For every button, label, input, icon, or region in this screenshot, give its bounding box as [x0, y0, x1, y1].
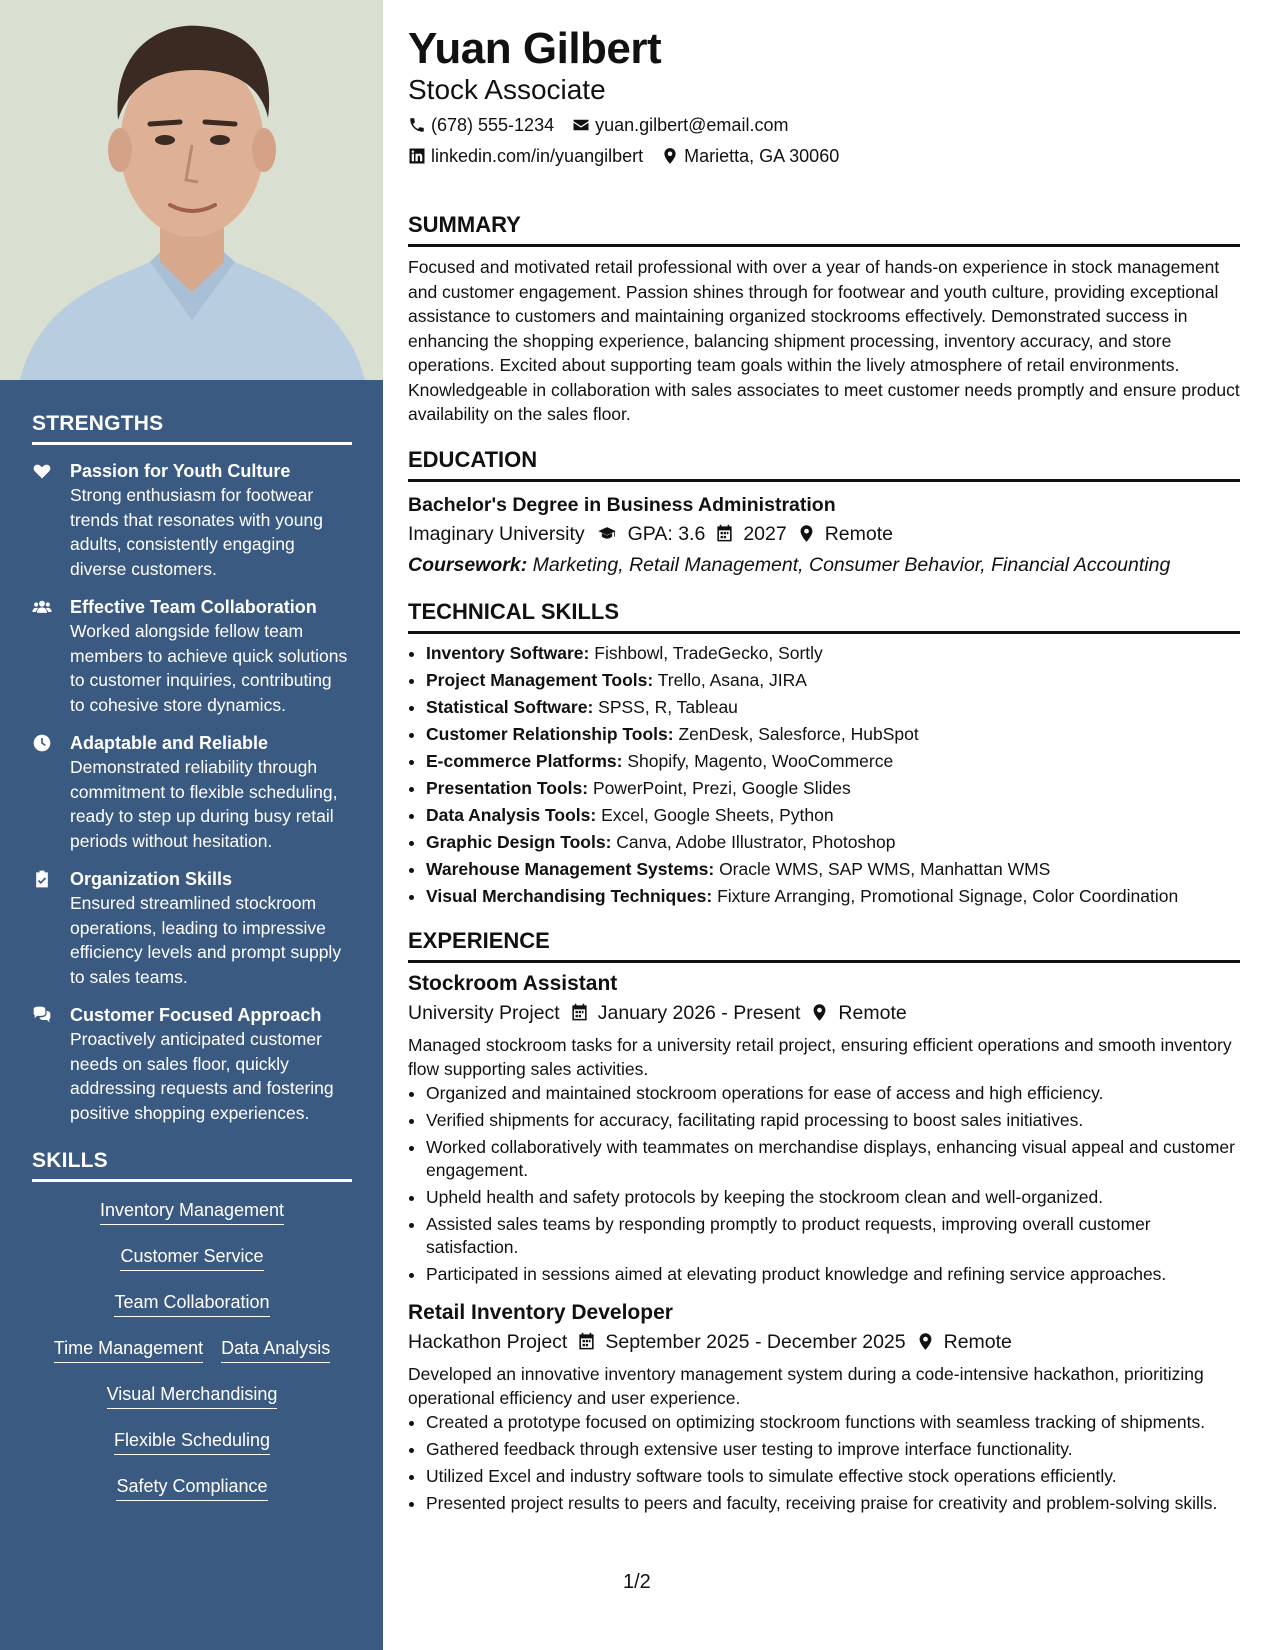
list-item: • Upheld health and safety protocols by keeping the stockroom clean and well-organized. [426, 1186, 1240, 1209]
phone-icon [408, 116, 426, 134]
list-item: • Worked collaboratively with teammates on merchandise displays, enhancing visual appeal and customer engagement. [426, 1136, 1240, 1182]
graduation-cap-icon [595, 524, 619, 543]
strength-item [32, 459, 351, 581]
skills-heading: SKILLS [32, 1149, 352, 1182]
list-item: • Warehouse Management Systems: Oracle WMS, SAP WMS, Manhattan WMS [426, 858, 1240, 881]
strength-title: Adaptable and Reliable [70, 733, 269, 753]
skill-tag: Flexible Scheduling [114, 1428, 270, 1455]
list-item: • Organized and maintained stockroom operations for ease of access and high efficiency. [426, 1082, 1240, 1105]
strength-item [32, 1003, 351, 1125]
job-dates: January 2026 - Present [597, 1001, 801, 1024]
candidate-name: Yuan Gilbert [408, 24, 662, 73]
school-name: Imaginary University [408, 522, 585, 545]
list-item: • Presented project results to peers and faculty, receiving praise for creativity and problem-solving skills. [426, 1492, 1240, 1515]
coursework-label: Coursework: [408, 553, 528, 576]
list-item: • Project Management Tools: Trello, Asana, JIRA [426, 669, 1240, 692]
strength-description: Worked alongside fellow team members to achieve quick solutions to customer inquiries, contributing to cohesive store dynamics. [70, 621, 348, 715]
list-item: • Presentation Tools: PowerPoint, Prezi, Google Slides [426, 777, 1240, 800]
list-item: • E-commerce Platforms: Shopify, Magento, WooCommerce [426, 750, 1240, 773]
job-dates: September 2025 - December 2025 [605, 1330, 906, 1353]
profile-photo [0, 0, 383, 380]
skill-list [32, 1196, 352, 1501]
strength-item [32, 595, 351, 717]
strength-title: Passion for Youth Culture [70, 461, 291, 481]
skill-tag: Team Collaboration [114, 1290, 269, 1317]
job-summary: Managed stockroom tasks for a university retail project, ensuring efficient operations and smooth inventory flow supporting sales activities. [408, 1034, 1232, 1079]
clock-icon [32, 731, 70, 853]
sidebar [0, 0, 383, 1650]
strength-item [32, 867, 351, 989]
linkedin-icon [408, 147, 426, 165]
main-content [408, 0, 1240, 1519]
job-bullets [408, 1411, 1240, 1515]
contact-row [408, 113, 1240, 137]
education-meta [408, 520, 1240, 548]
map-pin-icon [810, 1003, 829, 1022]
skill-tag: Inventory Management [100, 1198, 284, 1225]
summary-text: Focused and motivated retail professional with over a year of hands-on experience in stock management and customer engagement. Passion shines through for footwear and youth culture, providing exceptional assistance to customers and maintaining organized stockrooms effectively. Demonstrated success in enhancing the shopping experience, balancing shipment processing, inventory accuracy, and store operations. Excited about supporting team goals within the lively atmosphere of retail environments. Knowledgeable in collaboration with sales associates to meet customer needs promptly and ensure product availability on the sales floor. [408, 257, 1240, 424]
linkedin-url: linkedin.com/in/yuangilbert [431, 146, 644, 166]
heart-icon [32, 459, 70, 581]
list-item: • Participated in sessions aimed at elevating product knowledge and refining service approaches. [426, 1263, 1240, 1286]
calendar-icon [577, 1332, 596, 1351]
strength-title: Customer Focused Approach [70, 1005, 322, 1025]
coursework [408, 551, 1240, 579]
education-location: Remote [824, 522, 893, 545]
job-title: Stockroom Assistant [408, 971, 618, 995]
list-item: • Utilized Excel and industry software tools to simulate effective stock operations efficiently. [426, 1465, 1240, 1488]
list-item: • Gathered feedback through extensive user testing to improve interface functionality. [426, 1438, 1240, 1461]
technical-skills-heading: TECHNICAL SKILLS [408, 599, 1240, 634]
strength-description: Ensured streamlined stockroom operations, leading to impressive efficiency levels and prompt supply to sales teams. [70, 893, 342, 987]
calendar-icon [570, 1003, 589, 1022]
users-icon [32, 595, 70, 717]
job-org: University Project [408, 1001, 560, 1024]
map-pin-icon [916, 1332, 935, 1351]
contact-row [408, 144, 1240, 168]
list-item: • Assisted sales teams by responding promptly to product requests, improving overall customer satisfaction. [426, 1213, 1240, 1259]
list-item: • Verified shipments for accuracy, facilitating rapid processing to boost sales initiatives. [426, 1109, 1240, 1132]
technical-skills-list [408, 642, 1240, 908]
list-item: • Customer Relationship Tools: ZenDesk, Salesforce, HubSpot [426, 723, 1240, 746]
list-item: • Inventory Software: Fishbowl, TradeGecko, Sortly [426, 642, 1240, 665]
job-summary: Developed an innovative inventory management system during a code-intensive hackathon, prioritizing operational efficiency and user experience. [408, 1363, 1204, 1408]
skill-tag: Time Management [54, 1336, 203, 1363]
comments-icon [32, 1003, 70, 1125]
envelope-icon [572, 116, 590, 134]
page-number: 1/2 [623, 1571, 651, 1593]
candidate-role: Stock Associate [408, 74, 606, 105]
gpa: GPA: 3.6 [627, 522, 706, 545]
education-heading: EDUCATION [408, 447, 1240, 482]
strength-description: Strong enthusiasm for footwear trends that resonates with young adults, consistently engaging diverse customers. [70, 485, 323, 579]
phone-number: (678) 555-1234 [431, 115, 555, 135]
job-title: Retail Inventory Developer [408, 1300, 673, 1324]
clipboard-check-icon [32, 867, 70, 989]
map-pin-icon [797, 524, 816, 543]
summary-heading: SUMMARY [408, 212, 1240, 247]
strength-description: Proactively anticipated customer needs on sales floor, quickly addressing requests and fostering positive shopping experiences. [70, 1029, 334, 1123]
list-item: • Visual Merchandising Techniques: Fixture Arranging, Promotional Signage, Color Coordination [426, 885, 1240, 908]
skill-tag: Visual Merchandising [107, 1382, 278, 1409]
list-item: • Graphic Design Tools: Canva, Adobe Illustrator, Photoshop [426, 831, 1240, 854]
skill-tag: Safety Compliance [116, 1474, 267, 1501]
calendar-icon [715, 524, 734, 543]
job-org: Hackathon Project [408, 1330, 568, 1353]
map-pin-icon [661, 147, 679, 165]
job-location: Remote [943, 1330, 1012, 1353]
list-item: • Created a prototype focused on optimizing stockroom functions with seamless tracking of shipments. [426, 1411, 1240, 1434]
strengths-heading: STRENGTHS [32, 412, 352, 445]
job-meta [408, 1328, 1240, 1356]
job-location: Remote [838, 1001, 907, 1024]
strength-title: Effective Team Collaboration [70, 597, 317, 617]
degree-title: Bachelor's Degree in Business Administration [408, 493, 836, 516]
coursework-list: Marketing, Retail Management, Consumer Behavior, Financial Accounting [532, 553, 1171, 576]
job-meta [408, 999, 1240, 1027]
email-address: yuan.gilbert@email.com [595, 115, 789, 135]
location: Marietta, GA 30060 [684, 146, 840, 166]
experience-heading: EXPERIENCE [408, 928, 1240, 963]
skill-tag: Data Analysis [221, 1336, 330, 1363]
list-item: • Statistical Software: SPSS, R, Tableau [426, 696, 1240, 719]
strength-item [32, 731, 351, 853]
list-item: • Data Analysis Tools: Excel, Google Sheets, Python [426, 804, 1240, 827]
graduation-year: 2027 [743, 522, 787, 545]
strength-title: Organization Skills [70, 869, 233, 889]
skill-tag: Customer Service [120, 1244, 263, 1271]
strength-description: Demonstrated reliability through commitment to flexible scheduling, ready to step up during busy retail periods without hesitation. [70, 757, 338, 851]
job-bullets [408, 1082, 1240, 1286]
